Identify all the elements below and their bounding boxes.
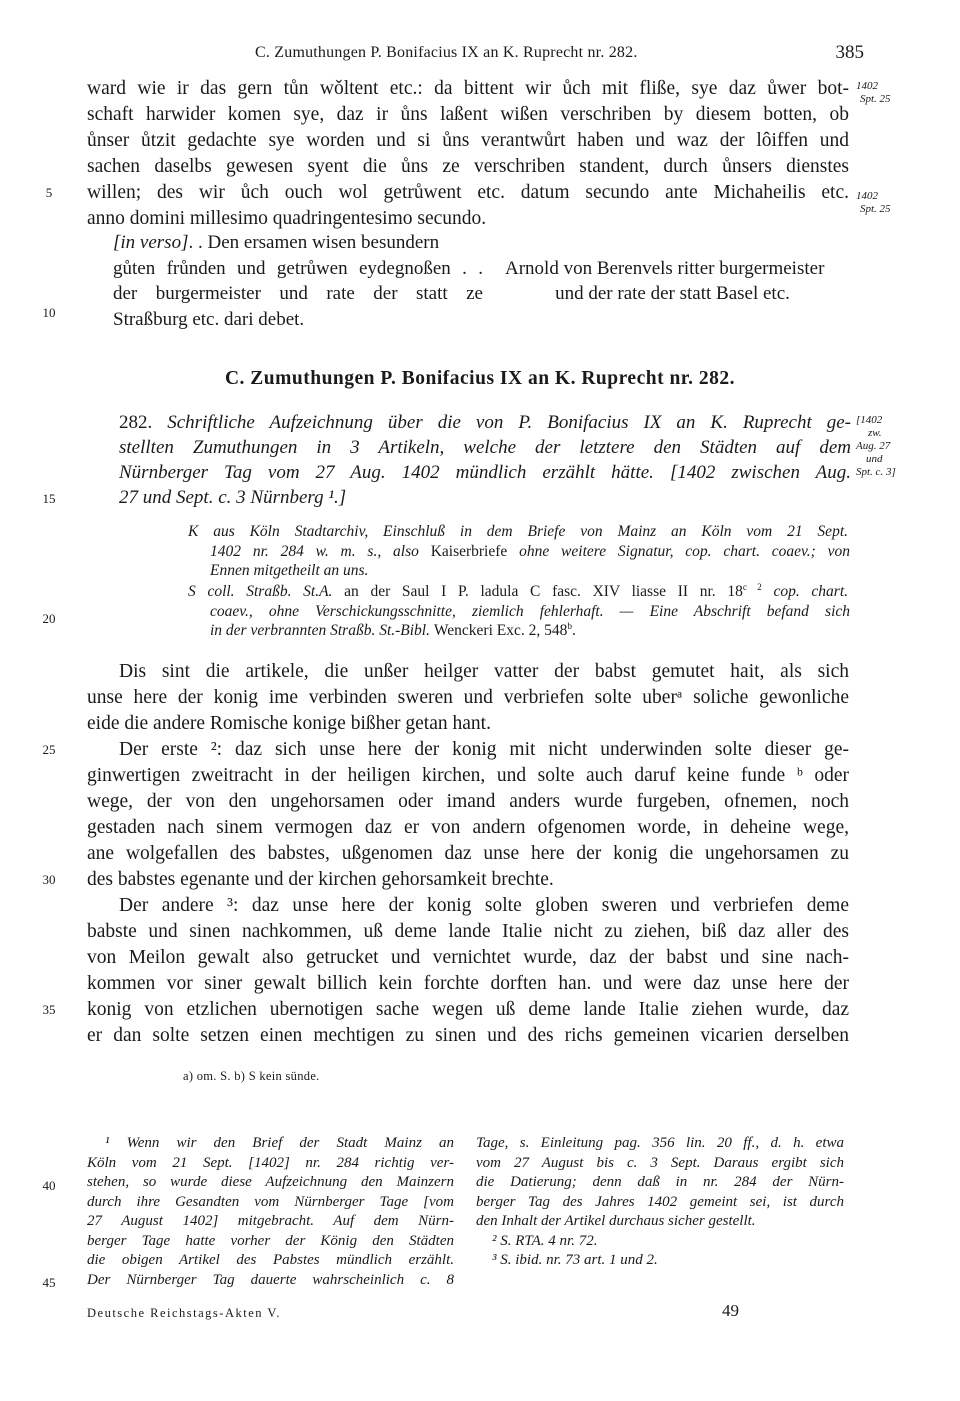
text-line: willen; des wir ůch ouch wol getrůwent etc. datum secundo ante Michaheilis etc. bbox=[87, 182, 849, 203]
text-line: babste und sinen nachkommen, uß deme lande Italie nicht zu ziehen, biß daz aller des bbox=[87, 921, 849, 942]
margin-date-line: zw. bbox=[868, 427, 882, 439]
signature-number: 49 bbox=[722, 1301, 739, 1320]
text-line: ginwertigen zweitracht in der heiligen kirchen, und solte auch daruf keine funde ᵇ oder bbox=[87, 765, 849, 786]
source-line bbox=[210, 602, 850, 622]
summary-line: 27 und Sept. c. 3 Nürnberg ¹.] bbox=[119, 487, 347, 508]
summary-text: Schriftliche Aufzeichnung über die von P. Bonifacius IX an K. Ruprecht ge- bbox=[167, 412, 852, 433]
summary-line: Nürnberger Tag vom 27 Aug. 1402 mündlich erzählt hätte. [1402 zwischen Aug. bbox=[119, 462, 851, 483]
footnote-line: Köln vom 21 Sept. [1402] nr. 284 richtig ver- bbox=[87, 1154, 454, 1171]
source-line bbox=[188, 522, 848, 542]
footnote-line: die Datierung; denn daß in nr. 284 der Nürn- bbox=[476, 1174, 844, 1190]
footnote-line: Der Nürnberger Tag dauerte wahrscheinlich c. 8 bbox=[87, 1271, 454, 1288]
footnote-line: stehen, so wurde diese Aufzeichnung den Mainzern bbox=[87, 1174, 454, 1190]
address-line: gůten frůnden und getrůwen eydegnoßen . . bbox=[113, 257, 483, 279]
footnote-line: vom 27 August bis c. 3 Sept. Daraus ergibt sich bbox=[476, 1154, 844, 1171]
text-line: von Meilon gewalt also getrucket und vernichtet wurde, daz der babst und sine nach- bbox=[87, 947, 849, 968]
source-text: an der Saul I P. ladula C fasc. XIV liasse II nr. 18 bbox=[344, 583, 743, 600]
address-line: der burgermeister und rate der statt ze bbox=[113, 283, 483, 304]
text-line: gestaden nach sinem vermogen daz er von andern ofgenomen worde, in deheine wege, bbox=[87, 817, 849, 838]
line-number: 45 bbox=[42, 1275, 56, 1290]
text-line: kommen vor siner gewalt billich kein forchte dorften han. und were daz unse here der bbox=[87, 973, 849, 994]
running-title: C. Zumuthungen P. Bonifacius IX an K. Ruprecht nr. 282. bbox=[255, 44, 638, 61]
margin-date-line: [1402 bbox=[856, 414, 883, 426]
text-line: schaft harwider komen sye, daz ir ůns laßent wißen verschriben by diesem botten, ob bbox=[87, 104, 849, 125]
text-line: konig von etzlichen ubernotigen sache wegen uß deme lande Italie ziehen wurde, daz bbox=[87, 999, 849, 1020]
text-line: Der andere ³: daz unse here der konig solte globen sweren und verbriefen deme bbox=[119, 895, 849, 916]
summary-line: stellten Zumuthungen in 3 Artikeln, welche der letztere den Städten auf dem bbox=[119, 437, 851, 458]
margin-date-line: Aug. 27 bbox=[856, 440, 891, 452]
text-line: Dis sint die artikele, die unßer heilger vatter der babst gemutet hait, als sich bbox=[119, 661, 849, 682]
footnote-line: die obigen Artikel des Pabstes mündlich erzählt. bbox=[87, 1252, 454, 1268]
address-right bbox=[505, 256, 840, 307]
line-number: 35 bbox=[42, 1002, 56, 1017]
source-text: c 2 bbox=[742, 582, 762, 593]
source-text: S coll. Straßb. St.A. bbox=[188, 583, 345, 600]
footnote-line: ² S. RTA. 4 nr. 72. bbox=[492, 1232, 598, 1249]
line-number: 5 bbox=[45, 185, 53, 200]
running-header bbox=[0, 40, 960, 70]
line-number: 40 bbox=[42, 1178, 56, 1193]
source-text: cop. chart. bbox=[761, 583, 848, 600]
source-text: in der verbrannten Straßb. St.-Bibl. bbox=[210, 622, 434, 639]
source-text: coaev., ohne Verschickungsschnitte, ziemlich fehlerhaft. — Eine Abschrift befand sich bbox=[210, 602, 850, 620]
text-line: sachen daselbs gewesen syent die ůns ze verschriben standent, durch ůnsers dienstes bbox=[87, 156, 849, 177]
margin-date-line: und bbox=[866, 453, 883, 465]
footnote-line: Tage, s. Einleitung pag. 356 lin. 20 ff., d. h. etwa bbox=[476, 1135, 844, 1151]
footnote-line: ³ S. ibid. nr. 73 art. 1 und 2. bbox=[492, 1252, 658, 1268]
margin-date bbox=[856, 80, 908, 106]
document-number: 282. bbox=[119, 412, 153, 433]
source-text: Wenckeri Exc. 2, 548 bbox=[433, 622, 568, 639]
summary-line bbox=[119, 410, 851, 435]
source-line bbox=[210, 542, 850, 562]
footnote-line: 27 August 1402] mitgebracht. Auf dem Nürn- bbox=[87, 1213, 454, 1229]
line-number: 15 bbox=[42, 491, 56, 506]
text-line: eide die andere Romische konige bißher getan hant. bbox=[87, 713, 491, 734]
margin-day: Spt. 25 bbox=[860, 203, 891, 215]
text-line: anno domini millesimo quadringentesimo secundo. bbox=[87, 208, 487, 229]
footnotes-right bbox=[476, 1134, 844, 1271]
source-text: Ennen mitgetheilt an uns. bbox=[210, 562, 369, 579]
margin-date-line: Spt. c. 3] bbox=[856, 466, 896, 478]
footnote-line: den Inhalt der Artikel durchaus sicher gestellt. bbox=[476, 1213, 756, 1229]
page-number: 385 bbox=[835, 42, 864, 63]
source-line bbox=[210, 621, 850, 641]
source-text: ohne weitere Signatur, cop. chart. coaev.; von bbox=[519, 542, 851, 560]
margin-date bbox=[856, 190, 908, 216]
text-line: ůnser ůtzit gedachte sye worden und si ůns verantwůrt haben und waz der lôiffen und bbox=[87, 130, 849, 151]
source-text: b bbox=[567, 621, 572, 632]
sender-line: und der rate der statt Basel etc. bbox=[555, 283, 790, 304]
text-line: wege, der von den ungehorsamen oder imand anders wurde furgeben, ofnemen, noch bbox=[87, 791, 849, 812]
source-line bbox=[188, 582, 848, 602]
margin-day: Spt. 25 bbox=[860, 93, 891, 105]
text-line: ane wolgefallen des babstes, ußgenomen daz unse here der konig die ungehorsamen zu bbox=[87, 843, 849, 864]
footnote-line: durch ihre Gesandten vom Nürnberger Tage [vom bbox=[87, 1193, 454, 1210]
source-text: Kaiserbriefe bbox=[430, 542, 520, 560]
margin-year: 1402 bbox=[856, 80, 878, 92]
margin-date bbox=[856, 414, 908, 479]
line-number: 20 bbox=[42, 611, 56, 626]
text-line: ward wie ir das gern tůn wǒltent etc.: da bittent wir ůch mit fliße, sye daz ůwer bot- bbox=[87, 78, 849, 99]
footer-title: Deutsche Reichstags-Akten V. bbox=[87, 1306, 281, 1320]
margin-year: 1402 bbox=[856, 190, 878, 202]
address-line: . . Den ersamen wisen besundern bbox=[188, 232, 440, 253]
footnotes-left bbox=[87, 1134, 454, 1290]
text-line: er dan solte setzen einen mechtigen zu sinen und des richs gemeinen vicarien derselben bbox=[87, 1025, 849, 1046]
address-line: Straßburg etc. dari debet. bbox=[113, 308, 305, 330]
text-line: unse here der konig ime verbinden sweren und verbriefen solte uberᵃ soliche gewonliche bbox=[87, 687, 849, 708]
sender-line: Arnold von Berenvels ritter burgermeister bbox=[505, 257, 825, 279]
source-line bbox=[210, 561, 850, 581]
line-number: 10 bbox=[42, 305, 56, 320]
section-title: C. Zumuthungen P. Bonifacius IX an K. Ruprecht nr. 282. bbox=[224, 368, 736, 389]
footnote-line: berger Tage hatte vorher der König den Städten bbox=[87, 1232, 454, 1249]
source-text: . bbox=[572, 622, 576, 639]
footnote-line: ¹ Wenn wir den Brief der Stadt Mainz an bbox=[105, 1135, 454, 1151]
line-number: 25 bbox=[42, 742, 56, 757]
source-text: K aus Köln Stadtarchiv, Einschluß in dem Briefe von Mainz an Köln vom 21 Sept. bbox=[188, 523, 848, 540]
text-line: Der erste ²: daz sich unse here der konig mit nicht underwinden solte dieser ge- bbox=[119, 739, 849, 760]
address-left bbox=[113, 230, 483, 332]
text-line: des babstes egenante und der kirchen gehorsamkeit brechte. bbox=[87, 869, 554, 890]
verso-line bbox=[113, 230, 483, 256]
critical-apparatus: a) om. S. b) S kein sünde. bbox=[183, 1069, 320, 1083]
verso-label: [in verso] bbox=[113, 232, 189, 253]
source-text: 1402 nr. 284 w. m. s., also bbox=[210, 542, 431, 560]
footnote-line: berger Tag des Jahres 1402 gemeint sei, ist durch bbox=[476, 1193, 844, 1210]
line-number: 30 bbox=[42, 872, 56, 887]
